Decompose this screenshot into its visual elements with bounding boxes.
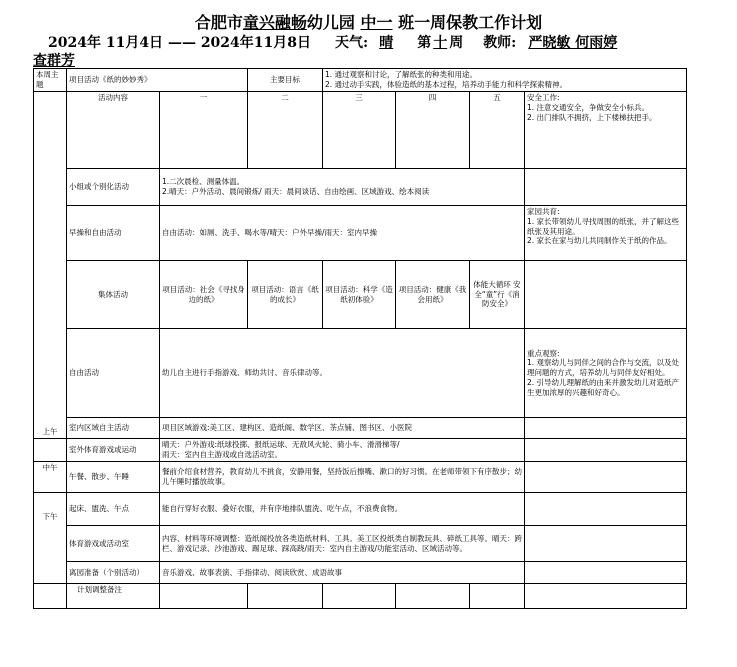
teachers-names: 严晓敏 何雨婷 [528, 35, 618, 51]
collective-tue: 项目活动：语言《纸的成长》 [248, 261, 323, 329]
safety-item-1: 1. 注意交通安全，争做安全小标兵。 [527, 102, 650, 112]
outdoor-line-1: 晴天：户外游戏:纸球投掷、报纸运球、无敌风火轮、骑小车、滑滑梯等/ [162, 440, 400, 450]
weekly-plan-table [33, 68, 687, 609]
collective-label: 集体活动 [67, 261, 160, 329]
sports-room-label: 体育游戏或活动室 [67, 526, 160, 562]
theme-value: 项目活动《纸的妙妙秀》 [67, 69, 248, 92]
lunch-row [34, 462, 687, 493]
free-activity-label: 自由活动 [67, 329, 160, 418]
safety-notes [525, 92, 687, 169]
leave-content: 音乐游戏、故事表演、手指律动、阅读欣赏、成语故事 [160, 562, 525, 584]
adjust-wed [323, 584, 396, 609]
safety-title: 安全工作: [527, 93, 560, 102]
family-title: 家园共育: [527, 207, 560, 216]
goal-line-1: 1. 通过观察和讨论，了解纸张的种类和用途。 [325, 70, 478, 80]
exercise-label: 早操和自由活动 [67, 206, 160, 261]
observation-item-2: 2. 引导幼儿理解纸的由来并激发幼儿对造纸产生更加浓厚的兴趣和好奇心。 [527, 377, 680, 397]
collective-wed: 项目活动：科学《造纸初体验》 [323, 261, 396, 329]
indoor-area-row [34, 418, 687, 439]
group-activity-notes [525, 169, 687, 206]
indoor-area-notes [525, 418, 687, 439]
group-activity-label: 小组或个别化活动 [67, 169, 160, 206]
family-cooperation [525, 206, 687, 261]
indoor-area-label: 室内区域自主活动 [67, 418, 160, 439]
teachers-names-cont: 查群芳 [33, 53, 75, 69]
theme-label: 本周主题 [34, 69, 67, 92]
collective-row [34, 261, 687, 329]
period-afternoon [34, 493, 67, 584]
group-activity-content [160, 169, 525, 206]
exercise-row [34, 206, 687, 261]
theme-row [34, 69, 687, 92]
period-noon-top [34, 439, 67, 462]
weather-value: 晴 [379, 35, 394, 51]
date-end: 2024年11月8日 [200, 35, 312, 51]
kindergarten-suffix: 幼儿园 [306, 13, 355, 32]
indoor-area-content: 项目区域游戏:美工区、建构区、造纸阁、数学区、茶点铺、图书区、小医院 [160, 418, 525, 439]
safety-item-2: 2. 出门排队不拥挤，上下楼梯扶把手。 [527, 112, 657, 122]
leave-notes [525, 562, 687, 584]
city-text: 合肥市 [194, 13, 243, 32]
lunch-label: 午餐、散步、午睡 [67, 462, 160, 493]
leave-row [34, 562, 687, 584]
period-afternoon-label: 下午 [42, 512, 58, 521]
adjust-notes [525, 584, 687, 609]
adjust-tue [248, 584, 323, 609]
outdoor-sports-row [34, 439, 687, 462]
sports-room-content: 内容、材料等环境调整：造纸阁投放各类造纸材料、工具。美工区投纸类自制教玩具、碎纸工具等。晴天：跨栏、游戏记录、沙池游戏、踢足球、踩高跷/雨天：室内自主游戏/功能室活动、区域活动等。 [160, 526, 525, 562]
date-start: 2024年 11月4日 [48, 35, 164, 51]
week-suffix: 周 [449, 35, 464, 51]
plan-title-text: 班一周保教工作计划 [398, 13, 543, 32]
adjust-row [34, 584, 687, 609]
key-observation [525, 329, 687, 418]
wake-label: 起床、盥洗、午点 [67, 493, 160, 526]
collective-mon: 项目活动：社会《寻找身边的纸》 [160, 261, 248, 329]
observation-item-1: 1. 观察幼儿与同伴之间的合作与交流，以及处理问题的方式，培养幼儿与同伴友好相处。 [527, 358, 680, 378]
period-morning: 上午 [34, 92, 67, 439]
adjust-fri [470, 584, 525, 609]
outdoor-sports-label: 室外体育游戏或运动 [67, 439, 160, 462]
outdoor-sports-content [160, 439, 525, 462]
free-activity-content: 幼儿自主进行手指游戏、师幼共讨、音乐律动等。 [160, 329, 525, 418]
sports-room-row [34, 526, 687, 562]
collective-notes [525, 261, 687, 329]
activity-content-label: 活动内容 [67, 92, 160, 169]
exercise-content: 自由活动：如厕、洗手、喝水等/晴天：户外早操/雨天：室内早操 [160, 206, 525, 261]
leave-label: 离园准备（个别活动） [67, 562, 160, 584]
family-item-1: 1. 家长带领幼儿寻找周围的纸张，并了解这些纸张及其用途。 [527, 216, 680, 236]
day-header-tue: 二 [248, 92, 323, 169]
week-number: 十 [433, 35, 448, 51]
lunch-notes [525, 462, 687, 493]
class-name: 中一 [360, 13, 393, 32]
weather-label: 天气: [335, 35, 369, 51]
day-header-row [34, 92, 687, 169]
goal-line-2: 2. 通过动手实践，体验造纸的基本过程，培养动手能力和科学探索精神。 [325, 80, 568, 89]
sports-room-notes [525, 526, 687, 562]
collective-thu: 项目活动：健康《我会用纸》 [396, 261, 470, 329]
plan-title [0, 10, 737, 33]
period-noon: 中午 [34, 462, 67, 493]
wake-notes [525, 493, 687, 526]
day-header-thu: 四 [396, 92, 470, 169]
adjust-thu [396, 584, 470, 609]
week-prefix: 第 [417, 35, 432, 51]
family-item-2: 2. 家长在家与幼儿共同制作关于纸的作品。 [527, 236, 672, 246]
adjust-label: 计划调整备注 [67, 584, 160, 609]
day-header-wed: 三 [323, 92, 396, 169]
teacher-label: 教师: [483, 35, 517, 51]
kindergarten-name: 童兴融畅 [242, 13, 307, 32]
observation-title: 重点观察: [527, 348, 560, 358]
day-header-fri: 五 [470, 92, 525, 169]
lunch-content: 餐前介绍食材营养，教育幼儿不挑食，安静用餐，坚持饭后擦嘴、漱口的好习惯。在老师带领下有序散步；幼儿午睡时播放故事。 [160, 462, 525, 493]
outdoor-line-2: 雨天：室内自主游戏或自选活动室。 [162, 450, 282, 459]
outdoor-sports-notes [525, 439, 687, 462]
wake-content: 能自行穿好衣服、叠好衣服，并有序地排队盥洗、吃午点，不浪费食物。 [160, 493, 525, 526]
group-activity-row [34, 169, 687, 206]
goal-label: 主要目标 [248, 69, 323, 92]
adjust-period [34, 584, 67, 609]
collective-fri: 体能大循环 安全“童”行《消防安全》 [470, 261, 525, 329]
wake-row [34, 493, 687, 526]
day-header-mon: 一 [160, 92, 248, 169]
goal-text [323, 69, 687, 92]
adjust-mon [160, 584, 248, 609]
group-line-1: 1.二次晨检、测量体温。 [162, 177, 245, 187]
group-line-2: 2.晴天：户外活动、晨间锻炼/ 雨天：晨间谈话、自由绘画、区域游戏、绘本阅读 [162, 187, 430, 196]
free-activity-row [34, 329, 687, 418]
plan-subtitle [48, 32, 617, 52]
date-separator: —— [167, 35, 196, 51]
